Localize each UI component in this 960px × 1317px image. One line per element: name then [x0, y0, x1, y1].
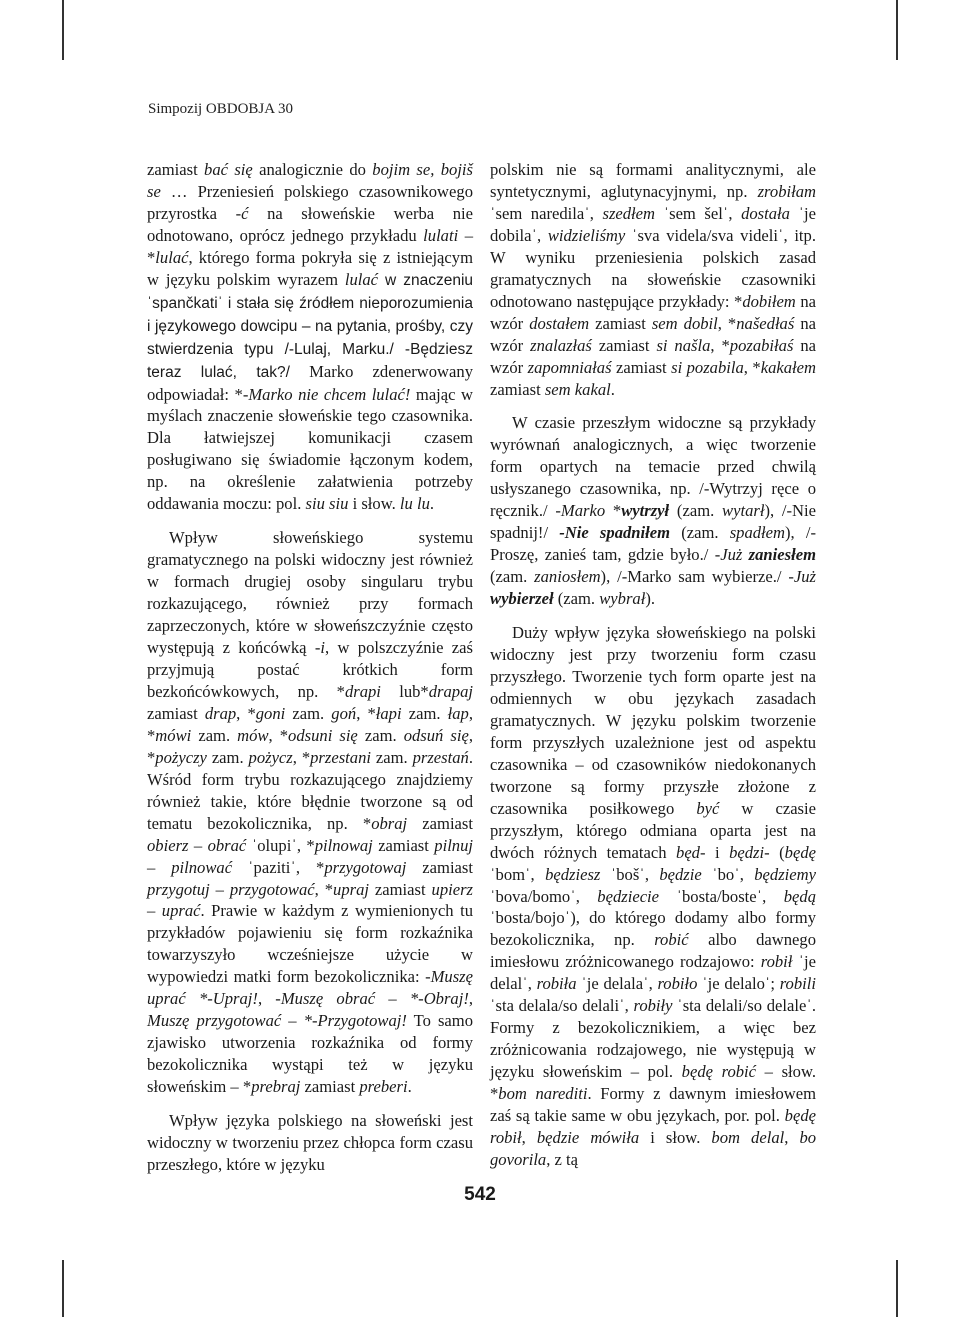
text-run: -Już [714, 545, 743, 565]
text-run: będzie [659, 864, 702, 884]
text-run: -Nie spadniłem [559, 523, 671, 543]
text-run: preberi [359, 1077, 408, 1097]
text-run: pilnowaj [314, 835, 373, 855]
text-run: bojim se, bojiš se [147, 160, 473, 201]
text-run: -Marko nie chcem lulać! [242, 384, 411, 404]
text-run: będzie mówiła [536, 1127, 640, 1147]
page-number: 542 [464, 1184, 496, 1205]
text-run: *-Przygotowaj! [303, 1011, 407, 1031]
text-run: odsuni się [288, 725, 358, 745]
text-run: robili [779, 974, 816, 994]
text-run: si našla [656, 335, 711, 355]
text-run: wytrzył [621, 501, 670, 521]
text-run: lulać [344, 269, 379, 289]
text-run: wytarł [722, 501, 765, 521]
text-run: upraj [333, 879, 369, 899]
text-run: być [696, 798, 720, 818]
text-run: bom narediti [498, 1084, 588, 1104]
text-run: lulać [155, 247, 189, 267]
paragraph: Wpływ języka polskiego na słoweński jest widoczny w tworzeniu przez chłopca form czasu przeszłego, które w języku [147, 1111, 473, 1174]
text-run: robiło [657, 974, 698, 994]
text-run: znalazłaś [530, 335, 592, 355]
text-run: szedłem [602, 203, 656, 223]
text-run: obraj [371, 813, 408, 833]
text-run: przygotuj – przygotować [147, 879, 315, 899]
text-run: będę robił [490, 1106, 816, 1147]
text-run: robić [654, 930, 689, 950]
text-run: -i [314, 638, 325, 658]
text-run: widzieliśmy [547, 225, 626, 245]
text-run: lulati [423, 225, 459, 245]
text-run: dostała [741, 203, 790, 223]
text-run: będziecie [597, 886, 660, 906]
text-run: przestań [412, 747, 469, 767]
text-run: mówi [155, 725, 192, 745]
text-run: łap [447, 703, 469, 723]
text-run: drapaj [428, 681, 473, 701]
left-column [147, 159, 473, 1176]
text-run: -ć [235, 203, 249, 223]
text-run: w znaczeniu ˈspančkatiˈ i stała się źródłem nieporozumienia i językowego dowcipu – na pytania, prośby, czy stwierdzenia typu /-Lulaj, Marku./ -Będziesz teraz lulać, tak?/ [147, 271, 474, 381]
text-run: będę robić [681, 1062, 757, 1082]
text-run: będą [783, 886, 816, 906]
text-run: przygotowaj [324, 857, 407, 877]
text-run: goń [331, 703, 357, 723]
text-run: będzi- [729, 842, 770, 862]
text-run: sem dobil [651, 313, 718, 333]
text-run: *-Upraj! [198, 989, 258, 1009]
paragraph: zamiast bać się analogicznie do bojim se, bojiš se … Przeniesień polskiego czasownikowego przyrostka -ć na słoweńskie werba nie odnotowano, oprócz jednego przykładu lulati – *lulać, którego forma pokryła się z istniejącym w języku polskim wyrazem lulać w znaczeniu ˈspančkatiˈ i stała się źródłem nieporozumienia i językowego dowcipu – na pytania, prośby, czy stwierdzenia typu /-Lulaj, Marku./ -Będziesz teraz lulać, tak?/ Marko zdenerwowany odpowiadał: *-Marko nie chcem lulać! mając w myślach znaczenie słoweńskie tego czasownika. Dla łatwiejszej komunikacji czasem posługiwano się świadomie łączonym kodem, np. na określenie załatwienia potrzeby oddawania moczu: pol. siu siu i słow. lu lu. [147, 160, 474, 514]
text-run: dobiłem [742, 291, 796, 311]
crop-mark-bottom-left [62, 1260, 64, 1317]
text-run: robił [760, 952, 793, 972]
text-run: bo govorila [490, 1127, 817, 1169]
text-run: robiła [536, 974, 577, 994]
crop-mark-top-left [62, 0, 64, 60]
text-run: upierz – uprać [147, 879, 473, 921]
text-run: będziesz [545, 864, 601, 884]
paragraph: W czasie przeszłym widoczne są przykłady wyrównań analogicznych, a więc tworzenie form opartych na temacie przed chwilą usłyszanego czasownika, np. /-Wytrzyj ręce o ręcznik./ -Marko *wytrzył (zam. wytarł), /-Nie spadnij!/ -Nie spadniłem (zam. spadłem), /-Proszę, zanieś tam, gdzie było./ -Już zaniesłem (zam. zaniosłem), /-Marko sam wybierze./ -Już wybierzeł (zam. wybrał). [490, 413, 817, 609]
text-run: zaniosłem [534, 567, 601, 587]
text-run: pożyczy [155, 747, 207, 767]
text-run: goni [255, 703, 286, 723]
text-run: zrobiłam [757, 181, 816, 201]
running-header: Simpozij OBDOBJA 30 [148, 101, 294, 117]
text-run: wybrał [599, 589, 646, 609]
text-run: spadłem [729, 523, 786, 543]
text-run: -Muszę obrać [275, 989, 376, 1009]
text-run: odsuń się [403, 725, 469, 745]
text-run: kakałem [760, 357, 816, 377]
text-run: *-Obraj! [409, 989, 469, 1009]
text-run: pilnuj – pilnować [147, 835, 474, 877]
right-column [490, 159, 816, 1171]
text-run: obierz – obrać [147, 835, 247, 855]
paragraph: Duży wpływ języka słoweńskiego na polski widoczny jest przy tworzeniu form czasu przyszłego. Tworzenie tych form oparte jest na odmiennych w obu językach zasadach gramatycznych. W języku polskim tworzenie form przyszłych uzależnione jest od aspektu czasownika – od czasowników niedokonanych tworzone są formy przyszłe złożone z czasownika posiłkowego być w czasie przyszłym, którego odmiana oparta jest na dwóch różnych tematach będ- i będzi- (będę ˈbomˈ, będziesz ˈbošˈ, będzie ˈboˈ, będziemy ˈbova/bomoˈ, będziecie ˈbosta/bosteˈ, będą ˈbosta/bojoˈ), do którego dodamy albo formy bezokolicznika, np. robić albo dawnego imiesłowu zróżnicowanego rodzajowo: robił ˈje delalˈ, robiła ˈje delalaˈ, robiło ˈje delaloˈ; robili ˈsta delala/so delaliˈ, robiły ˈsta delali/so delaleˈ. Formy z bezokolicznikiem, a więc bez zróżnicowania rodzajowego, nie występują w języku słoweńskim – pol. będę robić – słow. *bom narediti. Formy z dawnym imiesłowem zaś są takie same w obu językach, por. pol. będę robił, będzie mówiła i słow. bom delal, bo govorila, z tą [490, 623, 817, 1169]
text-run: przestani [310, 747, 371, 767]
text-run: będ- [676, 842, 706, 862]
text-run: drap [204, 703, 237, 723]
text-run: zapomniałaś [527, 357, 612, 377]
text-run: będziemy [754, 864, 816, 884]
text-run: -Muszę uprać [147, 967, 473, 1009]
text-run: pożycz [248, 747, 293, 767]
paragraph: polskim nie są formami analitycznymi, ale syntetycznymi, aglutynacyjnymi, np. zrobiłam ˈsem naredilaˈ, szedłem ˈsem šelˈ, dostała ˈje dobilaˈ, widzieliśmy ˈsva videla/sva videliˈ, itp. W wyniku przeniesienia polskich zasad gramatycznych na słoweńskie czasowniki odnotowano następujące przykłady: *dobiłem na wzór dostałem zamiast sem dobil, *našedłaś na wzór znalazłaś zamiast si našla, *pozabiłaś na wzór zapomniałaś zamiast si pozabila, *kakałem zamiast sem kakal. [490, 160, 817, 399]
text-run: zaniesłem [748, 545, 816, 565]
text-run: robiły [633, 996, 673, 1016]
crop-mark-bottom-right [896, 1260, 898, 1317]
text-run: -Marko [555, 501, 606, 521]
text-run: drapi [344, 681, 381, 701]
text-run: Muszę przygotować [147, 1011, 282, 1031]
text-run: będę [784, 842, 816, 862]
text-run: bać się [204, 160, 253, 179]
text-run: -Już [788, 567, 816, 587]
text-run: sem kakal [544, 379, 611, 399]
text-run: si pozabila [671, 357, 744, 377]
crop-mark-top-right [896, 0, 898, 60]
text-run: bom delal [711, 1127, 785, 1147]
text-run: prebraj [251, 1077, 301, 1097]
text-run: pozabiłaś [729, 335, 794, 355]
text-run: siu siu [305, 494, 349, 514]
text-run: našedłaś [736, 313, 795, 333]
text-run: dostałem [529, 313, 590, 333]
text-run: lu lu [399, 494, 430, 514]
paragraph: Wpływ słoweńskiego systemu gramatycznego na polski widoczny jest również w formach drugiej osoby singularu trybu rozkazującego, również przy formach zaprzeczonych, które w słoweńszczyźnie często występują z końcówką -i, w polszczyźnie zaś przyjmują postać krótkich form bezkońcówkowych, np. *drapi lub*drapaj zamiast drap, *goni zam. goń, *łapi zam. łap, *mówi zam. mów, *odsuni się zam. odsuń się, *pożyczy zam. pożycz, *przestani zam. przestań. Wśród form trybu rozkazującego znajdziemy również takie, które błędnie tworzone są od tematu bezokolicznika, np. *obraj zamiast obierz – obrać ˈolupiˈ, *pilnowaj zamiast pilnuj – pilnować ˈpazitiˈ, *przygotowaj zamiast przygotuj – przygotować, *upraj zamiast upierz – uprać. Prawie w każdym z wymienionych tu przykładów pojawieniu się form rozkaźnika towarzyszyło wcześniejsze użycie w wypowiedzi matki form bezokolicznika: -Muszę uprać *-Upraj!, -Muszę obrać – *-Obraj!, Muszę przygotować – *-Przygotowaj! To samo zjawisko utworzenia rozkaźnika od formy bezokolicznika wystąpi też w języku słoweńskim – *prebraj zamiast preberi. [147, 528, 474, 1097]
text-run: łapi [375, 703, 402, 723]
text-run: wybierzeł [490, 589, 554, 609]
text-run: mów [237, 725, 269, 745]
